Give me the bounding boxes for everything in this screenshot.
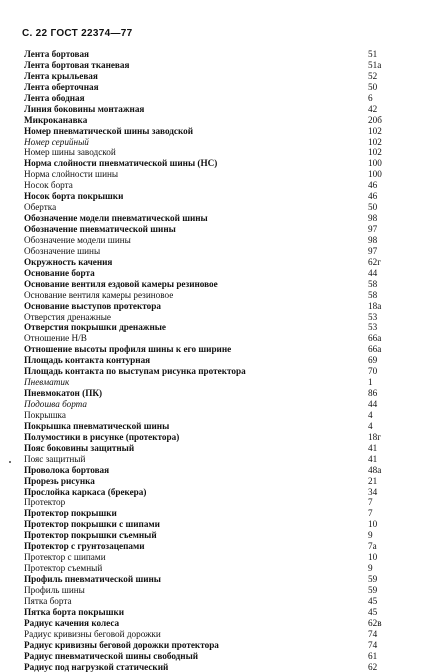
entry-term: Пятка борта xyxy=(24,596,72,607)
entry-page-ref: 50 xyxy=(368,82,394,93)
entry-term: Проволока бортовая xyxy=(24,465,109,476)
entry-page-ref: 62г xyxy=(368,257,394,268)
index-entry xyxy=(24,224,394,235)
entry-page-ref: 4 xyxy=(368,421,394,432)
index-entry xyxy=(24,202,394,213)
entry-page-ref: 21 xyxy=(368,476,394,487)
entry-page-ref: 7 xyxy=(368,497,394,508)
index-entry xyxy=(24,104,394,115)
index-entry xyxy=(24,432,394,443)
index-entry xyxy=(24,519,394,530)
index-entry xyxy=(24,443,394,454)
entry-page-ref: 41 xyxy=(368,443,394,454)
entry-term: Лента бортовая тканевая xyxy=(24,60,129,71)
index-entry xyxy=(24,629,394,640)
entry-page-ref: 102 xyxy=(368,126,394,137)
entry-page-ref: 1 xyxy=(368,377,394,388)
entry-term: Линия боковины монтажная xyxy=(24,104,144,115)
entry-page-ref: 74 xyxy=(368,629,394,640)
entry-page-ref: 86 xyxy=(368,388,394,399)
entry-term: Подошва борта xyxy=(24,399,87,410)
entry-term: Обозначение модели шины xyxy=(24,235,131,246)
index-entry xyxy=(24,191,394,202)
index-entry xyxy=(24,366,394,377)
index-entry xyxy=(24,268,394,279)
index-entry xyxy=(24,82,394,93)
entry-term: Площадь контакта контурная xyxy=(24,355,150,366)
entry-page-ref: 9 xyxy=(368,563,394,574)
page-header: С. 22 ГОСТ 22374—77 xyxy=(22,28,133,39)
index-entry xyxy=(24,541,394,552)
index-entry xyxy=(24,312,394,323)
entry-page-ref: 102 xyxy=(368,147,394,158)
entry-page-ref: 100 xyxy=(368,169,394,180)
index-entry xyxy=(24,322,394,333)
entry-term: Окружность качения xyxy=(24,257,112,268)
entry-term: Обозначение модели пневматической шины xyxy=(24,213,208,224)
entry-page-ref: 46 xyxy=(368,191,394,202)
index-entry xyxy=(24,93,394,104)
entry-term: Номер пневматической шины заводской xyxy=(24,126,193,137)
entry-term: Номер серийный xyxy=(24,137,89,148)
entry-term: Пневматик xyxy=(24,377,69,388)
index-entry xyxy=(24,465,394,476)
entry-term: Обозначение пневматической шины xyxy=(24,224,176,235)
entry-term: Площадь контакта по выступам рисунка протектора xyxy=(24,366,246,377)
index-entry xyxy=(24,235,394,246)
entry-page-ref: 74 xyxy=(368,640,394,651)
index-entry xyxy=(24,388,394,399)
entry-term: Номер шины заводской xyxy=(24,147,116,158)
entry-term: Отверстия дренажные xyxy=(24,312,111,323)
index-entry xyxy=(24,399,394,410)
entry-term: Лента ободная xyxy=(24,93,85,104)
entry-term: Отношение H/B xyxy=(24,333,87,344)
index-entry xyxy=(24,344,394,355)
entry-page-ref: 58 xyxy=(368,279,394,290)
index-entry xyxy=(24,574,394,585)
entry-page-ref: 66а xyxy=(368,344,394,355)
entry-term: Норма слойности пневматической шины (НС) xyxy=(24,158,217,169)
index-entry xyxy=(24,333,394,344)
entry-term: Радиус кривизны беговой дорожки протектора xyxy=(24,640,219,651)
entry-term: Пневмокатон (ПК) xyxy=(24,388,102,399)
index-entry xyxy=(24,563,394,574)
index-entry xyxy=(24,355,394,366)
entry-term: Отверстия покрышки дренажные xyxy=(24,322,166,333)
entry-term: Лента крыльевая xyxy=(24,71,98,82)
entry-term: Основание выступов протектора xyxy=(24,301,161,312)
entry-page-ref: 97 xyxy=(368,246,394,257)
entry-page-ref: 97 xyxy=(368,224,394,235)
index-entry xyxy=(24,585,394,596)
index-entry xyxy=(24,508,394,519)
index-entry xyxy=(24,279,394,290)
index-entry xyxy=(24,640,394,651)
index-entry xyxy=(24,115,394,126)
entry-page-ref: 34 xyxy=(368,487,394,498)
index-entry xyxy=(24,662,394,672)
index-entry xyxy=(24,618,394,629)
entry-page-ref: 98 xyxy=(368,213,394,224)
entry-page-ref: 10 xyxy=(368,552,394,563)
entry-term: Основание вентиля ездовой камеры резиновое xyxy=(24,279,218,290)
index-entry xyxy=(24,158,394,169)
entry-page-ref: 44 xyxy=(368,399,394,410)
entry-term: Носок борта покрышки xyxy=(24,191,123,202)
entry-term: Протектор покрышки xyxy=(24,508,117,519)
entry-term: Радиус качения колеса xyxy=(24,618,119,629)
entry-page-ref: 53 xyxy=(368,322,394,333)
entry-page-ref: 69 xyxy=(368,355,394,366)
entry-page-ref: 45 xyxy=(368,607,394,618)
entry-page-ref: 100 xyxy=(368,158,394,169)
entry-term: Профиль пневматической шины xyxy=(24,574,161,585)
entry-page-ref: 7 xyxy=(368,508,394,519)
index-entry xyxy=(24,487,394,498)
entry-page-ref: 58 xyxy=(368,290,394,301)
index-entry xyxy=(24,596,394,607)
entry-term: Протектор покрышки с шипами xyxy=(24,519,160,530)
entry-term: Протектор с шипами xyxy=(24,552,106,563)
entry-page-ref: 50 xyxy=(368,202,394,213)
entry-term: Прорезь рисунка xyxy=(24,476,95,487)
index-entry xyxy=(24,147,394,158)
entry-page-ref: 98 xyxy=(368,235,394,246)
entry-term: Полумостики в рисунке (протектора) xyxy=(24,432,179,443)
stray-mark xyxy=(9,461,11,463)
index-entry xyxy=(24,607,394,618)
index-entry xyxy=(24,49,394,60)
entry-term: Обозначение шины xyxy=(24,246,100,257)
index-entry xyxy=(24,421,394,432)
index-entry xyxy=(24,476,394,487)
index-entry xyxy=(24,60,394,71)
entry-term: Профиль шины xyxy=(24,585,85,596)
entry-term: Покрышка xyxy=(24,410,66,421)
entry-term: Протектор съемный xyxy=(24,563,102,574)
entry-page-ref: 46 xyxy=(368,180,394,191)
index-entry xyxy=(24,213,394,224)
index-entry xyxy=(24,454,394,465)
entry-page-ref: 7а xyxy=(368,541,394,552)
entry-page-ref: 62в xyxy=(368,618,394,629)
entry-term: Радиус под нагрузкой статический xyxy=(24,662,168,672)
entry-term: Обертка xyxy=(24,202,56,213)
entry-page-ref: 66а xyxy=(368,333,394,344)
entry-term: Пояс защитный xyxy=(24,454,85,465)
index-entry xyxy=(24,169,394,180)
entry-page-ref: 51а xyxy=(368,60,394,71)
index-list xyxy=(24,49,394,672)
entry-term: Пояс боковины защитный xyxy=(24,443,134,454)
index-entry xyxy=(24,377,394,388)
entry-page-ref: 102 xyxy=(368,137,394,148)
entry-page-ref: 53 xyxy=(368,312,394,323)
entry-page-ref: 41 xyxy=(368,454,394,465)
entry-term: Норма слойности шины xyxy=(24,169,118,180)
index-entry xyxy=(24,246,394,257)
index-entry xyxy=(24,71,394,82)
index-entry xyxy=(24,552,394,563)
index-entry xyxy=(24,530,394,541)
entry-page-ref: 70 xyxy=(368,366,394,377)
entry-term: Протектор xyxy=(24,497,65,508)
entry-term: Основание вентиля камеры резиновое xyxy=(24,290,173,301)
entry-term: Носок борта xyxy=(24,180,73,191)
entry-page-ref: 61 xyxy=(368,651,394,662)
entry-page-ref: 45 xyxy=(368,596,394,607)
index-entry xyxy=(24,126,394,137)
entry-page-ref: 20б xyxy=(368,115,394,126)
entry-term: Покрышка пневматической шины xyxy=(24,421,169,432)
index-entry xyxy=(24,301,394,312)
entry-page-ref: 10 xyxy=(368,519,394,530)
entry-term: Пятка борта покрышки xyxy=(24,607,124,618)
entry-term: Основание борта xyxy=(24,268,95,279)
entry-page-ref: 48а xyxy=(368,465,394,476)
entry-page-ref: 18а xyxy=(368,301,394,312)
entry-page-ref: 59 xyxy=(368,574,394,585)
index-entry xyxy=(24,497,394,508)
entry-page-ref: 42 xyxy=(368,104,394,115)
entry-page-ref: 51 xyxy=(368,49,394,60)
entry-term: Протектор покрышки съемный xyxy=(24,530,157,541)
index-entry xyxy=(24,257,394,268)
entry-page-ref: 62 xyxy=(368,662,394,672)
entry-term: Лента оберточная xyxy=(24,82,99,93)
entry-page-ref: 59 xyxy=(368,585,394,596)
entry-page-ref: 44 xyxy=(368,268,394,279)
entry-page-ref: 9 xyxy=(368,530,394,541)
index-entry xyxy=(24,137,394,148)
entry-term: Лента бортовая xyxy=(24,49,89,60)
entry-term: Радиус пневматической шины свободный xyxy=(24,651,198,662)
entry-page-ref: 18г xyxy=(368,432,394,443)
index-entry xyxy=(24,180,394,191)
entry-page-ref: 4 xyxy=(368,410,394,421)
entry-page-ref: 6 xyxy=(368,93,394,104)
index-entry xyxy=(24,651,394,662)
entry-term: Прослойка каркаса (брекера) xyxy=(24,487,146,498)
index-entry xyxy=(24,410,394,421)
entry-term: Протектор с грунтозацепами xyxy=(24,541,145,552)
entry-term: Микроканавка xyxy=(24,115,87,126)
index-entry xyxy=(24,290,394,301)
entry-page-ref: 52 xyxy=(368,71,394,82)
entry-term: Отношение высоты профиля шины к его ширине xyxy=(24,344,231,355)
entry-term: Радиус кривизны беговой дорожки xyxy=(24,629,161,640)
